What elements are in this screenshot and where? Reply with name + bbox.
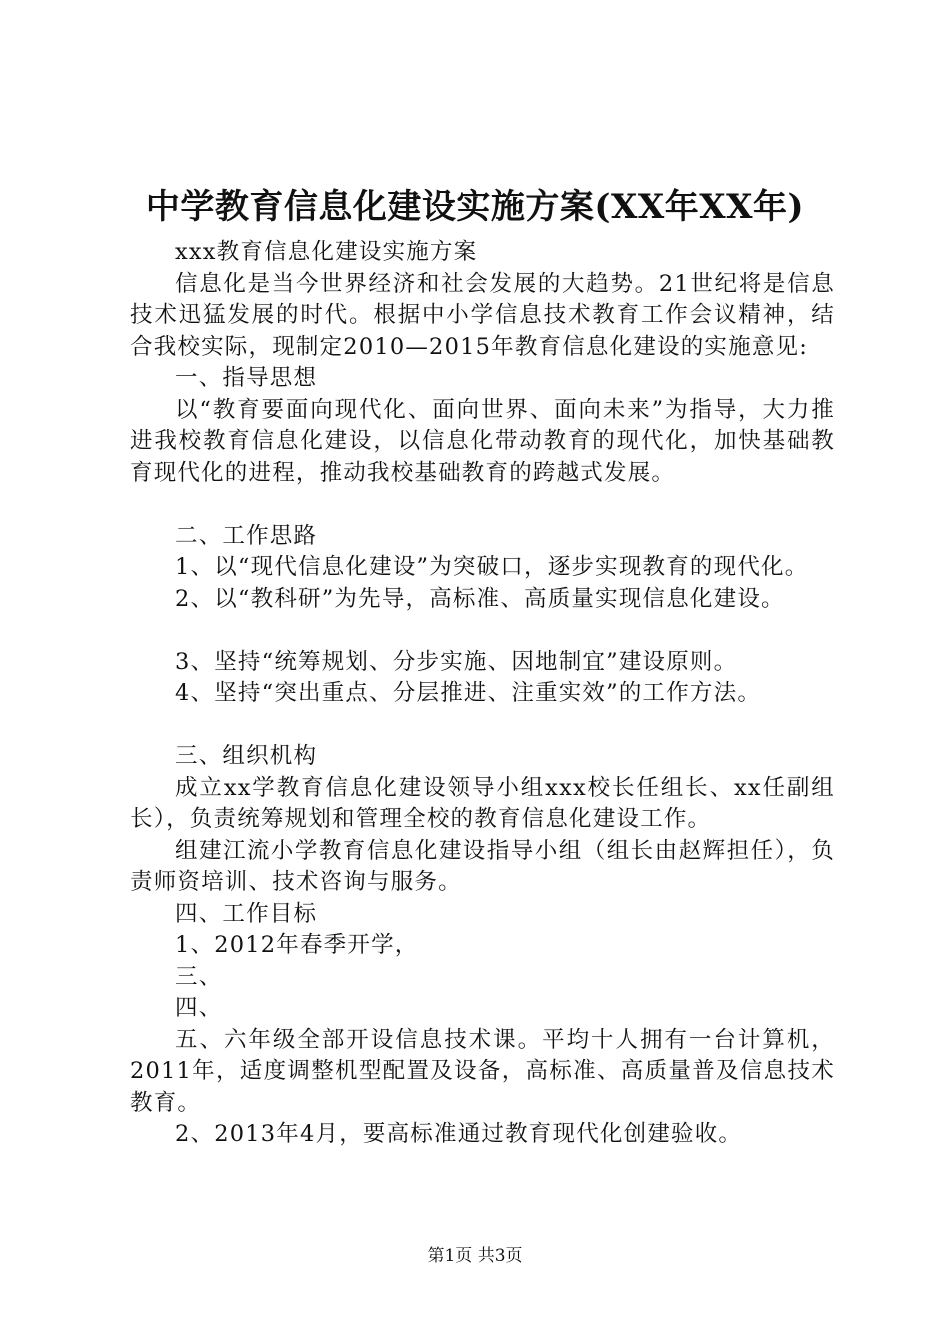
list-item-goal-three: 三、 [175,963,223,990]
document-title: 中学教育信息化建设实施方案(XX年XX年) [145,187,805,227]
paragraph-leadership-group: 成立xx学教育信息化建设领导小组xxx校长任组长、xx任副组长），负责统筹规划和管理全校的教育信息化建设工作。 [130,774,835,832]
page-footer: 第1页 共3页 [427,1246,523,1266]
list-item-goal-1: 1、2012年春季开学， [175,932,419,958]
document-body [130,237,835,1151]
section-heading-guiding-ideology: 一、指导思想 [175,365,318,391]
paragraph-guidance-group: 组建江流小学教育信息化建设指导小组（组长由赵辉担任），负责师资培训、技术咨询与服务。 [130,837,835,895]
blank-line [130,615,835,647]
list-item-goal-2: 2、2013年4月，要高标准通过教育现代化创建验收。 [175,1121,743,1147]
section-heading-work-approach: 二、工作思路 [175,522,318,549]
list-item-approach-2: 2、以“教科研”为先导，高标准、高质量实现信息化建设。 [175,585,785,612]
list-item-approach-4: 4、坚持“突出重点、分层推进、注重实效”的工作方法。 [175,680,762,706]
paragraph-subtitle: xxx教育信息化建设实施方案 [175,239,478,265]
list-item-approach-1: 1、以“现代信息化建设”为突破口，逐步实现教育的现代化。 [175,554,809,580]
section-heading-work-goals: 四、工作目标 [175,900,318,927]
blank-line [130,489,835,521]
paragraph-goal-five-six-grade: 五、六年级全部开设信息技术课。平均十人拥有一台计算机，2011年，适度调整机型配置及设备，高标准、高质量普及信息技术教育。 [130,1026,835,1116]
blank-line [130,710,835,742]
list-item-approach-3: 3、坚持“统筹规划、分步实施、因地制宜”建设原则。 [175,648,738,675]
paragraph-intro: 信息化是当今世界经济和社会发展的大趋势。21世纪将是信息技术迅猛发展的时代。根据中小学信息技术教育工作会议精神，结合我校实际，现制定2010—2015年教育信息化建设的实施意见: [130,270,835,360]
paragraph-guiding-ideology: 以“教育要面向现代化、面向世界、面向未来”为指导，大力推进我校教育信息化建设，以信息化带动教育的现代化，加快基础教育现代化的进程，推动我校基础教育的跨越式发展。 [130,396,835,486]
list-item-goal-four: 四、 [175,995,223,1021]
section-heading-organization: 三、组织机构 [175,743,318,769]
